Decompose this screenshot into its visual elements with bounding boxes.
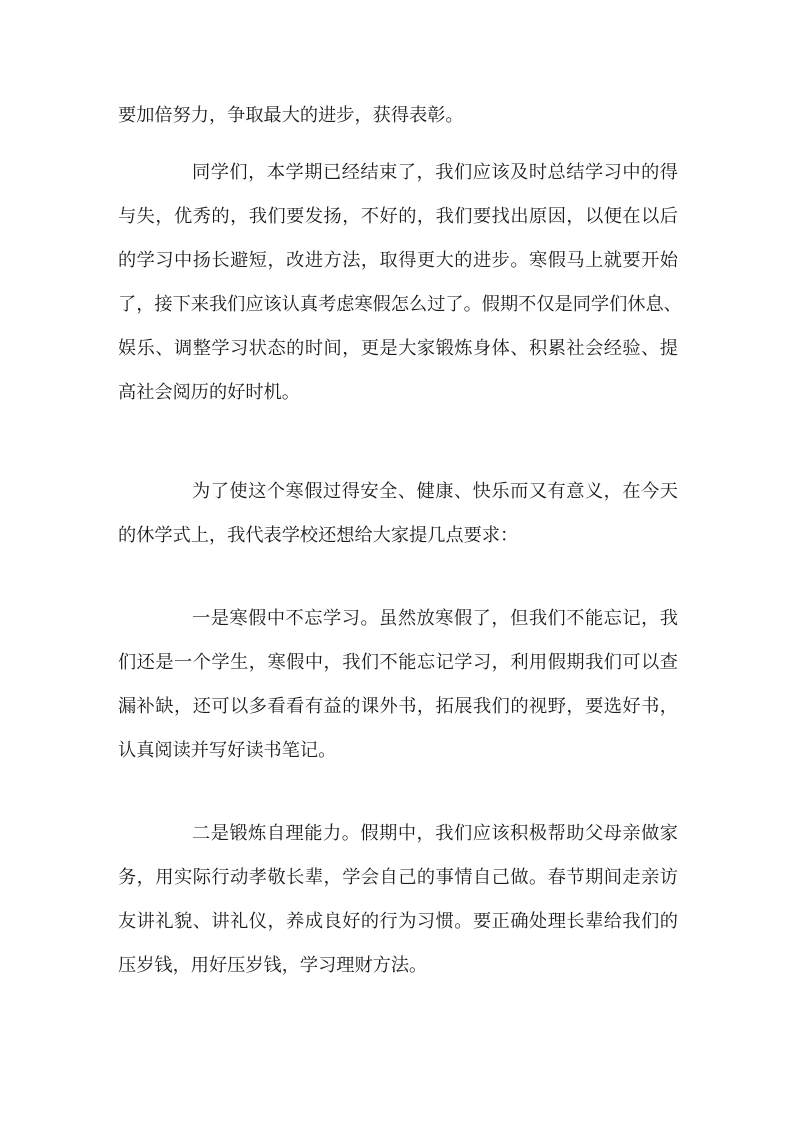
paragraph-line: 高社会阅历的好时机。 <box>118 382 300 403</box>
paragraph-line: 务，用实际行动孝敬长辈，学会自己的事情自己做。春节期间走亲访 <box>118 867 678 888</box>
paragraph-line: 了，接下来我们应该认真考虑寒假怎么过了。假期不仅是同学们休息、 <box>118 294 682 315</box>
paragraph-line: 的休学式上，我代表学校还想给大家提几点要求： <box>118 525 519 546</box>
paragraph-line: 压岁钱，用好压岁钱，学习理财方法。 <box>118 955 428 976</box>
paragraph-line: 为了使这个寒假过得安全、健康、快乐而又有意义，在今天 <box>192 481 678 502</box>
paragraph-line: 二是锻炼自理能力。假期中，我们应该积极帮助父母亲做家 <box>192 823 678 844</box>
paragraph-line: 认真阅读并写好读书笔记。 <box>118 740 337 761</box>
paragraph-line: 漏补缺，还可以多看看有益的课外书，拓展我们的视野，要选好书， <box>118 696 678 717</box>
paragraph-line: 娱乐、调整学习状态的时间，更是大家锻炼身体、积累社会经验、提 <box>118 338 678 359</box>
paragraph-line: 的学习中扬长避短，改进方法，取得更大的进步。寒假马上就要开始 <box>118 250 678 271</box>
paragraph-line: 与失，优秀的，我们要发扬，不好的，我们要找出原因，以便在以后 <box>118 206 678 227</box>
paragraph-line: 同学们，本学期已经结束了，我们应该及时总结学习中的得 <box>192 162 678 183</box>
paragraph-line: 一是寒假中不忘学习。虽然放寒假了，但我们不能忘记，我 <box>192 608 678 629</box>
paragraph-line: 要加倍努力，争取最大的进步，获得表彰。 <box>118 105 464 126</box>
paragraph-line: 们还是一个学生，寒假中，我们不能忘记学习，利用假期我们可以查 <box>118 652 678 673</box>
paragraph-line: 友讲礼貌、讲礼仪，养成良好的行为习惯。要正确处理长辈给我们的 <box>118 911 678 932</box>
